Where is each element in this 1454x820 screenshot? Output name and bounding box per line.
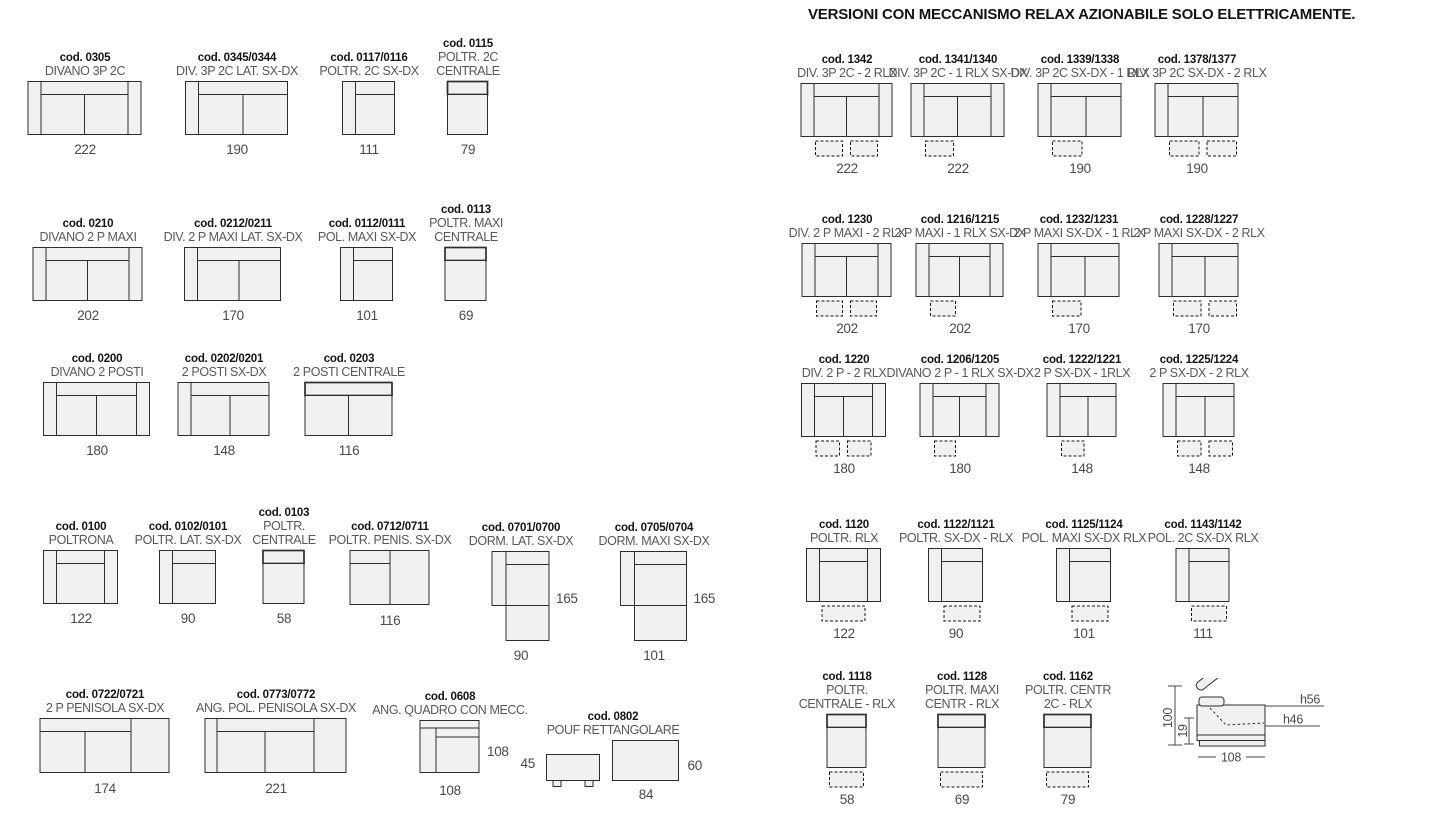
- module-code: cod. 0305: [59, 51, 111, 64]
- module-label: DIVANO 2 POSTI: [50, 364, 144, 379]
- module-header: [547, 710, 680, 738]
- module-label: CENTRALE: [252, 532, 316, 547]
- module-code: cod. 1222/1221: [1042, 353, 1122, 366]
- module-width-dim: 111: [1193, 626, 1213, 641]
- module-code: cod. 1341/1340: [918, 53, 998, 66]
- module-header: [318, 217, 416, 245]
- module-label: DIVANO 2 P MAXI: [39, 229, 137, 244]
- module-diagram: [420, 720, 481, 774]
- module-code: cod. 1128: [937, 671, 987, 683]
- module-width-dim: 148: [1188, 461, 1210, 476]
- module-width-dim: 222: [947, 161, 969, 176]
- module-header: [1025, 670, 1111, 711]
- module-label: 2 P SX-DX - 1RLX: [1033, 365, 1131, 380]
- module-code: cod. 1225/1224: [1159, 353, 1239, 366]
- module-width-dim: 69: [458, 308, 474, 323]
- module-label: POLTR.: [826, 683, 868, 697]
- relax-section-title: VERSIONI CON MECCANISMO RELAX AZIONABILE SOLO ELETTRICAMENTE.: [808, 6, 1356, 23]
- module-code: cod. 1162: [1043, 671, 1093, 683]
- module-diagram: [827, 714, 868, 790]
- module-code: cod. 1220: [818, 353, 870, 366]
- module-diagram: [938, 714, 987, 790]
- module-diagram: [1038, 243, 1121, 319]
- module-width-dim: 170: [1068, 321, 1090, 336]
- module-code: cod. 1206/1205: [920, 353, 1000, 366]
- module-header: [799, 670, 896, 711]
- module-height-dim: 45: [520, 756, 535, 771]
- module-width-dim: 84: [638, 787, 654, 802]
- module-label: CENTRALE: [434, 229, 498, 244]
- module-label: DORM. LAT. SX-DX: [468, 533, 574, 548]
- profile-seat-height-dim: h46: [1283, 712, 1303, 727]
- module-code: cod. 0802: [587, 710, 639, 723]
- module-code: cod. 1120: [819, 518, 869, 531]
- module-label: DIVANO 2 P - 1 RLX SX-DX: [886, 365, 1034, 380]
- module-label: DIV. 3P 2C - 1 RLX SX-DX: [888, 65, 1028, 80]
- module-depth-dim: 165: [693, 591, 716, 606]
- module-label: 2 POSTI SX-DX: [181, 364, 267, 379]
- profile-back-height-dim: h56: [1300, 692, 1320, 707]
- module-diagram: [1056, 548, 1112, 624]
- module-diagram: [911, 83, 1006, 159]
- module-code: cod. 0115: [443, 38, 493, 50]
- side-profile-diagram: [1160, 678, 1370, 778]
- module-code: cod. 1118: [822, 671, 872, 683]
- module-label: DORM. MAXI SX-DX: [598, 533, 710, 548]
- module-code: cod. 1378/1377: [1157, 53, 1237, 66]
- module-label: CENTRALE: [436, 63, 500, 78]
- module-diagram: [445, 247, 488, 303]
- module-code: cod. 1122/1121: [917, 518, 995, 531]
- module-width-dim: 122: [833, 626, 855, 641]
- module-header: [469, 521, 574, 549]
- module-code: cod. 0722/0721: [65, 688, 145, 701]
- module-header: [51, 352, 144, 380]
- module-code: cod. 0202/0201: [184, 352, 264, 365]
- module-code: cod. 0712/0711: [351, 520, 429, 533]
- module-width-dim: 90: [180, 611, 196, 626]
- module-width-dim: 148: [1071, 461, 1093, 476]
- module-header: [1149, 353, 1248, 381]
- module-width-dim: 116: [379, 613, 401, 628]
- module-code: cod. 1143/1142: [1164, 518, 1242, 531]
- module-diagram: [184, 247, 282, 303]
- module-width-dim: 108: [439, 783, 461, 798]
- module-diagram: [447, 81, 489, 137]
- module-code: cod. 0773/0772: [236, 688, 316, 701]
- module-code: cod. 1230: [821, 213, 873, 226]
- module-label: CENTR - RLX: [924, 696, 1000, 711]
- profile-depth-dim: 108: [1221, 750, 1241, 765]
- module-label: 2 P SX-DX - 2 RLX: [1149, 365, 1249, 380]
- module-width-dim: 180: [833, 461, 855, 476]
- module-width-dim: 222: [74, 142, 96, 157]
- module-header: [196, 688, 356, 716]
- module-width-dim: 190: [1186, 161, 1208, 176]
- module-code: cod. 0102/0101: [148, 520, 228, 533]
- module-code: cod. 0103: [258, 507, 310, 519]
- module-width-dim: 180: [949, 461, 971, 476]
- module-code: cod. 0212/0211: [194, 217, 272, 230]
- module-label: DIV. 3P 2C SX-DX - 1 RLX: [1010, 65, 1150, 80]
- module-label: DIV. 2 P MAXI LAT. SX-DX: [163, 229, 303, 244]
- module-width-dim: 111: [359, 142, 379, 157]
- module-width-dim: 202: [949, 321, 971, 336]
- module-width-dim: 101: [356, 308, 378, 323]
- profile-headrest-drop-dim: 19: [1176, 724, 1190, 738]
- module-width-dim: 79: [460, 142, 476, 157]
- module-diagram: [342, 81, 396, 137]
- module-diagram: [263, 550, 306, 606]
- module-code: cod. 1339/1338: [1040, 53, 1120, 66]
- module-diagram: [806, 548, 882, 624]
- module-header: [135, 520, 242, 548]
- module-label: DIV. 2 P - 2 RLX: [801, 365, 887, 380]
- module-header: [899, 518, 1013, 546]
- module-diagram: [1159, 243, 1240, 319]
- module-diagram: [159, 550, 217, 606]
- module-width-dim: 122: [70, 611, 92, 626]
- module-diagram: [920, 383, 1001, 459]
- module-header: [789, 213, 906, 241]
- module-label: DIV. 3P 2C LAT. SX-DX: [176, 63, 298, 78]
- module-diagram: [205, 718, 348, 774]
- module-width-dim: 90: [948, 626, 964, 641]
- module-header: [1127, 53, 1266, 81]
- profile-base-strip: [1200, 741, 1266, 747]
- module-width-dim: 202: [77, 308, 99, 323]
- module-header: [894, 213, 1025, 241]
- profile-total-height-dim: 100: [1161, 708, 1175, 728]
- module-label: 2 P MAXI - 1 RLX SX-DX: [894, 225, 1026, 240]
- module-code: cod. 1342: [821, 53, 873, 66]
- profile-headrest-up: [1195, 678, 1222, 692]
- module-header: [802, 353, 887, 381]
- module-width-dim: 58: [276, 611, 292, 626]
- module-header: [329, 520, 452, 548]
- module-depth-dim: 60: [687, 758, 702, 773]
- module-header: [319, 51, 418, 79]
- module-header: [1133, 213, 1264, 241]
- module-header: [797, 53, 897, 81]
- profile-base-strip: [1197, 735, 1265, 741]
- module-header: [810, 518, 878, 546]
- module-diagram: [620, 551, 688, 643]
- module-diagram: [1044, 714, 1093, 790]
- module-header: [887, 353, 1034, 381]
- module-width-dim: 116: [338, 443, 360, 458]
- module-header: [39, 217, 136, 245]
- module-label: POL. MAXI SX-DX: [317, 229, 417, 244]
- module-width-dim: 174: [94, 781, 116, 796]
- module-label: 2C - RLX: [1043, 696, 1093, 711]
- module-code: cod. 1216/1215: [920, 213, 1000, 226]
- module-diagram: [916, 243, 1005, 319]
- module-label: POLTR. LAT. SX-DX: [134, 532, 242, 547]
- module-header: [45, 51, 125, 79]
- module-width-dim: 221: [265, 781, 287, 796]
- module-depth-dim: 165: [556, 591, 578, 606]
- module-code: cod. 0705/0704: [614, 521, 694, 534]
- module-header: [429, 203, 503, 244]
- module-label: 2 P MAXI SX-DX - 2 RLX: [1133, 225, 1265, 240]
- module-label: DIV. 2 P MAXI - 2 RLX: [788, 225, 906, 240]
- module-label: DIV. 3P 2C - 2 RLX: [797, 65, 897, 80]
- module-diagram: [33, 247, 144, 303]
- module-diagram: [928, 548, 984, 624]
- module-header: [46, 688, 164, 716]
- module-label: CENTRALE - RLX: [798, 696, 896, 711]
- module-depth-dim: 108: [487, 744, 509, 759]
- module-label: POUF RETTANGOLARE: [546, 722, 680, 737]
- module-code: cod. 0210: [62, 217, 114, 230]
- module-label: DIV. 3P 2C SX-DX - 2 RLX: [1127, 65, 1267, 80]
- module-header: [372, 690, 528, 718]
- module-code: cod. 0100: [55, 520, 107, 533]
- module-diagram: [43, 550, 119, 606]
- module-code: cod. 0608: [424, 690, 476, 703]
- module-header: [293, 352, 405, 380]
- module-width-dim: 170: [1188, 321, 1210, 336]
- module-label: POLTR.: [263, 519, 305, 533]
- module-label: POLTR. SX-DX - RLX: [898, 530, 1014, 545]
- module-header: [176, 51, 298, 79]
- module-diagram: [1038, 83, 1123, 159]
- module-width-dim: 180: [86, 443, 108, 458]
- module-diagram: [28, 81, 143, 137]
- module-label: 2 P PENISOLA SX-DX: [45, 700, 165, 715]
- module-width-dim: 222: [836, 161, 858, 176]
- module-diagram: [802, 243, 893, 319]
- module-width-dim: 90: [513, 648, 529, 663]
- module-code: cod. 0200: [71, 352, 123, 365]
- module-width-dim: 190: [1069, 161, 1091, 176]
- module-code: cod. 0117/0116: [330, 51, 408, 64]
- module-label: POL. MAXI SX-DX RLX: [1021, 530, 1147, 545]
- profile-body: [1197, 705, 1265, 735]
- module-header: [252, 506, 315, 547]
- module-width-dim: 69: [954, 792, 970, 807]
- module-width-dim: 202: [836, 321, 858, 336]
- module-code: cod. 0112/0111: [328, 217, 406, 230]
- module-diagram: [178, 382, 271, 438]
- module-header: [1148, 518, 1259, 546]
- module-code: cod. 1228/1227: [1159, 213, 1239, 226]
- module-code: cod. 1125/1124: [1045, 518, 1123, 531]
- module-header: [1013, 213, 1144, 241]
- module-diagram: [43, 382, 151, 438]
- module-label: ANG. QUADRO CON MECC.: [372, 702, 528, 717]
- module-header: [1034, 353, 1130, 381]
- module-code: cod. 0113: [441, 204, 491, 216]
- module-diagram: [1176, 548, 1231, 624]
- module-width-dim: 170: [222, 308, 244, 323]
- module-diagram: [801, 383, 887, 459]
- module-header: [925, 670, 999, 711]
- module-header: [1022, 518, 1146, 546]
- module-width-dim: 148: [213, 443, 235, 458]
- module-label: 2 P MAXI SX-DX - 1 RLX: [1013, 225, 1145, 240]
- module-label: POLTRONA: [48, 532, 114, 547]
- module-width-dim: 79: [1060, 792, 1076, 807]
- module-diagram: [40, 718, 171, 774]
- module-label: 2 POSTI CENTRALE: [293, 364, 405, 379]
- module-label: POL. 2C SX-DX RLX: [1147, 530, 1259, 545]
- module-code: cod. 0203: [323, 352, 375, 365]
- module-diagram: [1155, 83, 1240, 159]
- module-width-dim: 101: [643, 648, 665, 663]
- module-diagram: [1163, 383, 1236, 459]
- module-width-dim: 190: [226, 142, 248, 157]
- module-header: [164, 217, 303, 245]
- module-label: POLTR. RLX: [809, 530, 879, 545]
- module-diagram: [546, 740, 680, 788]
- module-label: POLTR. CENTR: [1025, 683, 1111, 697]
- module-header: [182, 352, 266, 380]
- module-diagram: [350, 550, 431, 606]
- module-header: [436, 37, 499, 78]
- module-diagram: [185, 81, 289, 137]
- module-header: [49, 520, 114, 548]
- module-label: POLTR. 2C: [437, 50, 499, 64]
- module-width-dim: 101: [1073, 626, 1095, 641]
- profile-headrest-down: [1199, 697, 1224, 706]
- module-header: [599, 521, 710, 549]
- module-code: cod. 0345/0344: [197, 51, 277, 64]
- module-diagram: [1047, 383, 1118, 459]
- module-label: DIVANO 3P 2C: [44, 63, 126, 78]
- module-diagram: [801, 83, 894, 159]
- module-code: cod. 0701/0700: [481, 521, 561, 534]
- module-width-dim: 58: [839, 792, 855, 807]
- module-label: POLTR. MAXI: [429, 216, 503, 230]
- module-header: [888, 53, 1027, 81]
- module-label: POLTR. 2C SX-DX: [319, 63, 419, 78]
- module-label: ANG. POL. PENISOLA SX-DX: [196, 700, 356, 715]
- module-diagram: [492, 551, 551, 643]
- module-diagram: [340, 247, 394, 303]
- module-label: POLTR. MAXI: [925, 683, 999, 697]
- module-code: cod. 1232/1231: [1039, 213, 1119, 226]
- module-diagram: [305, 382, 394, 438]
- module-label: POLTR. PENIS. SX-DX: [328, 532, 452, 547]
